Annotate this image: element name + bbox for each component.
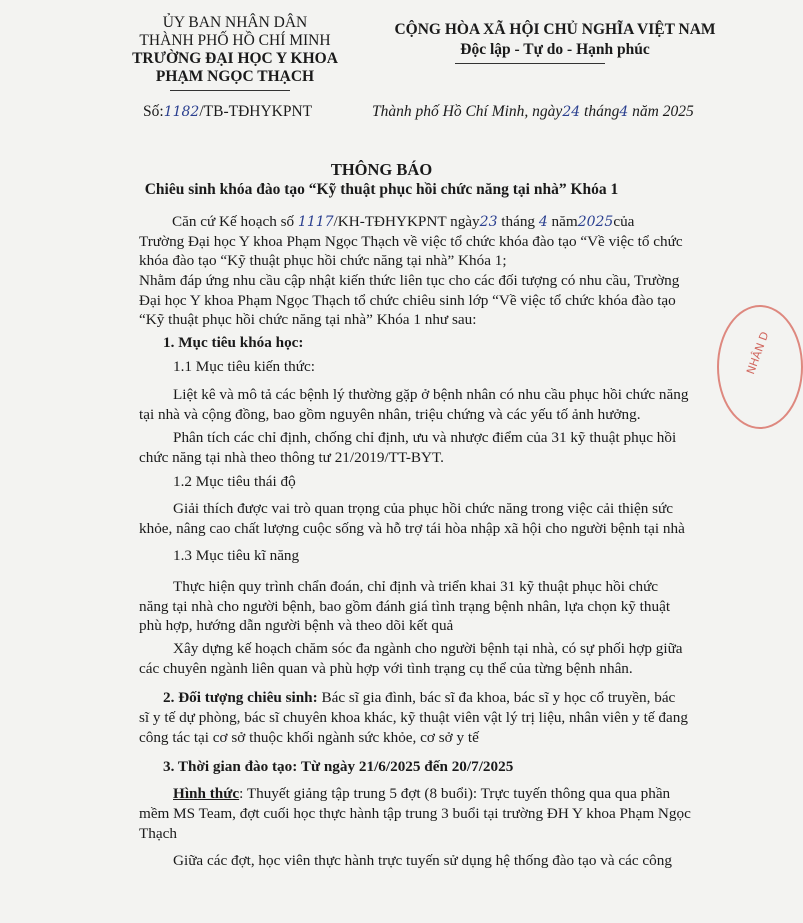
paragraph-line: Phân tích các chỉ định, chống chỉ định, ưu và nhược điểm của 31 kỹ thuật phục hồi — [173, 429, 677, 446]
plan-number-handwritten: 1117 — [297, 214, 334, 230]
paragraph-line: khỏe, nâng cao chất lượng cuộc sống và hỗ trợ tái hòa nhập xã hội cho người bệnh tại nhà — [139, 520, 685, 537]
document-title: THÔNG BÁO — [330, 160, 433, 179]
date-prefix: Thành phố Hồ Chí Minh, ngày — [372, 103, 563, 120]
intro-line-1: Căn cứ Kế hoạch số 1117/KH-TĐHYKPNT ngày23 tháng 4 năm2025của — [172, 213, 635, 230]
doc-number-prefix: Số: — [143, 103, 164, 120]
intro-line-5: Đại học Y khoa Phạm Ngọc Thạch tổ chức chiêu sinh lớp “Về việc tổ chức khóa đào tạo — [139, 292, 676, 309]
section-2-line-1: 2. Đối tượng chiêu sinh: Bác sĩ gia đình, bác sĩ đa khoa, bác sĩ y học cổ truyền, bác — [163, 689, 676, 706]
section-3-line-3: Thạch — [139, 825, 177, 842]
section-1-1-heading: 1.1 Mục tiêu kiến thức: — [173, 358, 315, 375]
country-name: CỘNG HÒA XÃ HỘI CHỦ NGHĨA VIỆT NAM — [394, 21, 716, 38]
section-3-line-1: Hình thức: Thuyết giảng tập trung 5 đợt (8 buổi): Trực tuyến thông qua qua phần — [173, 785, 671, 802]
motto-divider — [455, 63, 605, 64]
section-2-heading: 2. Đối tượng chiêu sinh: — [163, 689, 318, 706]
date-day-handwritten: 24 — [562, 104, 581, 120]
doc-number-handwritten: 1182 — [163, 104, 200, 120]
plan-month-handwritten: 4 — [538, 214, 548, 230]
paragraph-line: Xây dựng kế hoạch chăm sóc đa ngành cho người bệnh tại nhà, có sự phối hợp giữa — [173, 640, 683, 657]
official-stamp — [717, 305, 803, 429]
national-motto: Độc lập - Tự do - Hạnh phúc — [460, 41, 650, 58]
section-2-line-3: công tác tại cơ sở thuộc khối ngành sức khỏe, cơ sở y tế — [139, 729, 479, 746]
doc-number-suffix: /TB-TĐHYKPNT — [199, 103, 313, 120]
section-1-3-heading: 1.3 Mục tiêu kĩ năng — [173, 547, 300, 564]
issue-date — [372, 103, 694, 121]
plan-day-handwritten: 23 — [479, 214, 498, 230]
paragraph-line: Giải thích được vai trò quan trọng của phục hồi chức năng trong việc cải thiện sức — [173, 500, 674, 517]
paragraph-line: năng tại nhà cho người bệnh, bao gồm đánh giá tình trạng bệnh nhân, lựa chọn kỹ thuật — [139, 598, 671, 615]
intro-line-2: Trường Đại học Y khoa Phạm Ngọc Thạch về việc tổ chức khóa đào tạo “Về việc tổ chức — [139, 233, 683, 250]
section-1-2-heading: 1.2 Mục tiêu thái độ — [173, 473, 296, 490]
document-subtitle: Chiêu sinh khóa đào tạo “Kỹ thuật phục hồi chức năng tại nhà” Khóa 1 — [144, 181, 619, 198]
paragraph-line: chức năng tại nhà theo thông tư 21/2019/TT-BYT. — [139, 449, 444, 466]
paragraph-line: tại nhà và cộng đồng, bao gồm nguyên nhân, triệu chứng và các yếu tố ảnh hưởng. — [139, 406, 641, 423]
paragraph-line: phù hợp, hướng dẫn người bệnh và theo dõi kết quả — [139, 617, 454, 634]
stamp-text: NHÂN D — [743, 330, 772, 377]
date-year: năm 2025 — [632, 103, 694, 120]
document-number — [143, 103, 312, 121]
plan-year-handwritten: 2025 — [577, 214, 614, 230]
intro-line-6: “Kỹ thuật phục hồi chức năng tại nhà” Khóa 1 như sau: — [139, 311, 477, 328]
issuer-line-1: ỦY BAN NHÂN DÂN — [162, 14, 308, 31]
section-3-line-4: Giữa các đợt, học viên thực hành trực tuyến sử dụng hệ thống đào tạo và các công — [173, 852, 672, 869]
date-month-handwritten: 4 — [619, 104, 629, 120]
issuer-block — [110, 14, 360, 86]
training-format-label: Hình thức — [173, 785, 240, 802]
paragraph-line: Liệt kê và mô tả các bệnh lý thường gặp ở bệnh nhân có nhu cầu phục hồi chức năng — [173, 386, 689, 403]
national-motto-block — [355, 20, 755, 60]
issuer-divider — [170, 90, 290, 91]
issuer-line-3: TRƯỜNG ĐẠI HỌC Y KHOA — [132, 50, 338, 67]
intro-line-3: khóa đào tạo “Kỹ thuật phục hồi chức năng tại nhà” Khóa 1; — [139, 252, 507, 269]
issuer-line-4: PHẠM NGỌC THẠCH — [155, 68, 315, 85]
section-3-line-2: mềm MS Team, đợt cuối học thực hành tập trung 3 buổi tại trường ĐH Y khoa Phạm Ngọc — [139, 805, 691, 822]
intro-line-4: Nhằm đáp ứng nhu cầu cập nhật kiến thức liên tục cho các đối tượng có nhu cầu, Trường — [139, 272, 680, 289]
paragraph-line: các chuyên ngành liên quan và phù hợp với tình trạng cụ thể của từng bệnh nhân. — [139, 660, 633, 677]
section-1-heading: 1. Mục tiêu khóa học: — [163, 334, 304, 351]
section-2-line-2: sĩ y tế dự phòng, bác sĩ chuyên khoa khác, kỹ thuật viên vật lý trị liệu, nhân viên y tế đang — [139, 709, 688, 726]
issuer-line-2: THÀNH PHỐ HỒ CHÍ MINH — [139, 32, 331, 49]
date-month-label: tháng — [584, 103, 620, 120]
paragraph-line: Thực hiện quy trình chẩn đoán, chỉ định và triển khai 31 kỹ thuật phục hồi chức — [173, 578, 659, 595]
section-3-heading: 3. Thời gian đào tạo: Từ ngày 21/6/2025 đến 20/7/2025 — [163, 758, 514, 775]
